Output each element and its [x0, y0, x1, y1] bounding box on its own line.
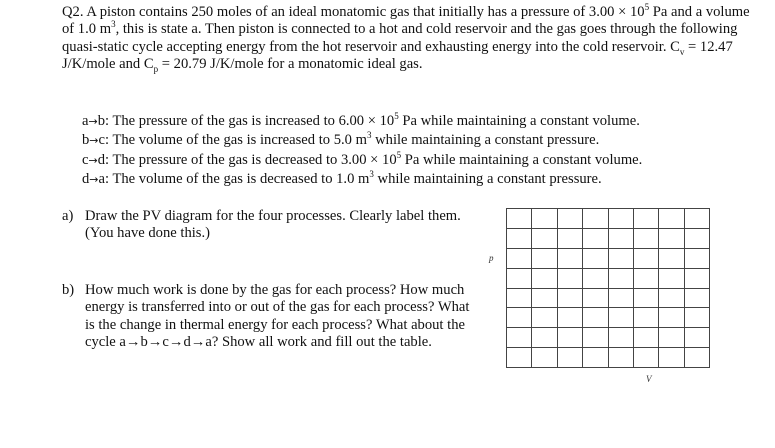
exponent: 3 — [366, 130, 372, 141]
grid-row — [507, 288, 710, 308]
grid-row — [507, 348, 710, 368]
grid-row — [507, 268, 710, 288]
exponent: 3 — [369, 169, 374, 180]
exponent: 5 — [644, 2, 650, 13]
process-step-ab — [82, 112, 762, 131]
x-axis-label: V — [646, 374, 652, 384]
arrow-icon: → — [89, 134, 99, 148]
step-text: : The pressure of the gas is decreased to 3.00 × 10 — [105, 151, 397, 168]
question-a — [62, 208, 472, 243]
step-text: : The volume of the gas is increased to 5.0 m — [105, 132, 367, 149]
question-a-label: a) — [62, 208, 74, 224]
pv-graph-grid — [506, 208, 710, 368]
y-axis-label: p — [489, 253, 494, 263]
grid-row — [507, 248, 710, 268]
problem-intro — [62, 4, 762, 74]
intro-text-4: = 12.47 J/K/mole and C — [62, 38, 733, 73]
state-from: b — [82, 132, 90, 149]
exponent: 5 — [394, 111, 399, 122]
process-step-bc — [82, 131, 762, 150]
intro-text-2: Pa and a volume of 1.0 m — [62, 4, 750, 38]
cp-subscript: p — [153, 64, 159, 75]
question-b — [62, 282, 472, 352]
exponent: 3 — [111, 19, 116, 30]
question-b-label: b) — [62, 282, 75, 298]
grid-row — [507, 209, 710, 229]
step-text-end: while maintaining a constant pressure. — [371, 132, 600, 149]
step-text-end: while maintaining a constant pressure. — [373, 170, 602, 187]
process-step-da — [82, 170, 762, 189]
state-from: a — [82, 113, 89, 129]
intro-text-1: A piston contains 250 moles of an ideal monatomic gas that initially has a pressure of 3.00 × 10 — [86, 4, 645, 20]
grid-row — [507, 228, 710, 248]
process-list — [82, 112, 762, 189]
state-to: c — [98, 132, 105, 149]
state-from: d — [82, 170, 90, 187]
exponent: 5 — [396, 149, 402, 160]
grid-row — [507, 308, 710, 328]
step-text: : The volume of the gas is decreased to 1.0 m — [105, 170, 370, 187]
arrow-icon: → — [88, 115, 98, 128]
intro-text-5: = 20.79 J/K/mole for a monatomic ideal gas. — [158, 56, 423, 73]
arrow-icon: → — [88, 153, 98, 167]
question-b-text: How much work is done by the gas for each process? How much energy is transferred into or out of the gas for each process? What is the change in thermal energy for each process? What about the cycle a→b→c→d→a? Show all work and fill out the table. — [85, 282, 470, 351]
arrow-icon: → — [89, 172, 99, 186]
step-text-end: Pa while maintaining a constant volume. — [398, 113, 640, 129]
state-to: d — [97, 151, 105, 168]
intro-text-3: , this is state a. Then piston is connected to a hot and cold reservoir and the gas goes through the following quasi-static cycle accepting energy from the hot reservoir and exhausting energy into the cold reservoir. C — [62, 21, 738, 55]
cv-subscript: v — [679, 46, 685, 57]
step-text-end: Pa while maintaining a constant volume. — [401, 151, 643, 168]
step-text: : The pressure of the gas is increased to 6.00 × 10 — [105, 113, 395, 129]
state-to: a — [98, 170, 105, 187]
question-a-text: Draw the PV diagram for the four processes. Clearly label them. (You have done this.) — [85, 208, 461, 242]
process-step-cd — [82, 151, 762, 170]
grid-row — [507, 328, 710, 348]
state-from: c — [82, 151, 89, 168]
question-number: Q2. — [62, 4, 84, 20]
state-to: b — [97, 113, 105, 129]
